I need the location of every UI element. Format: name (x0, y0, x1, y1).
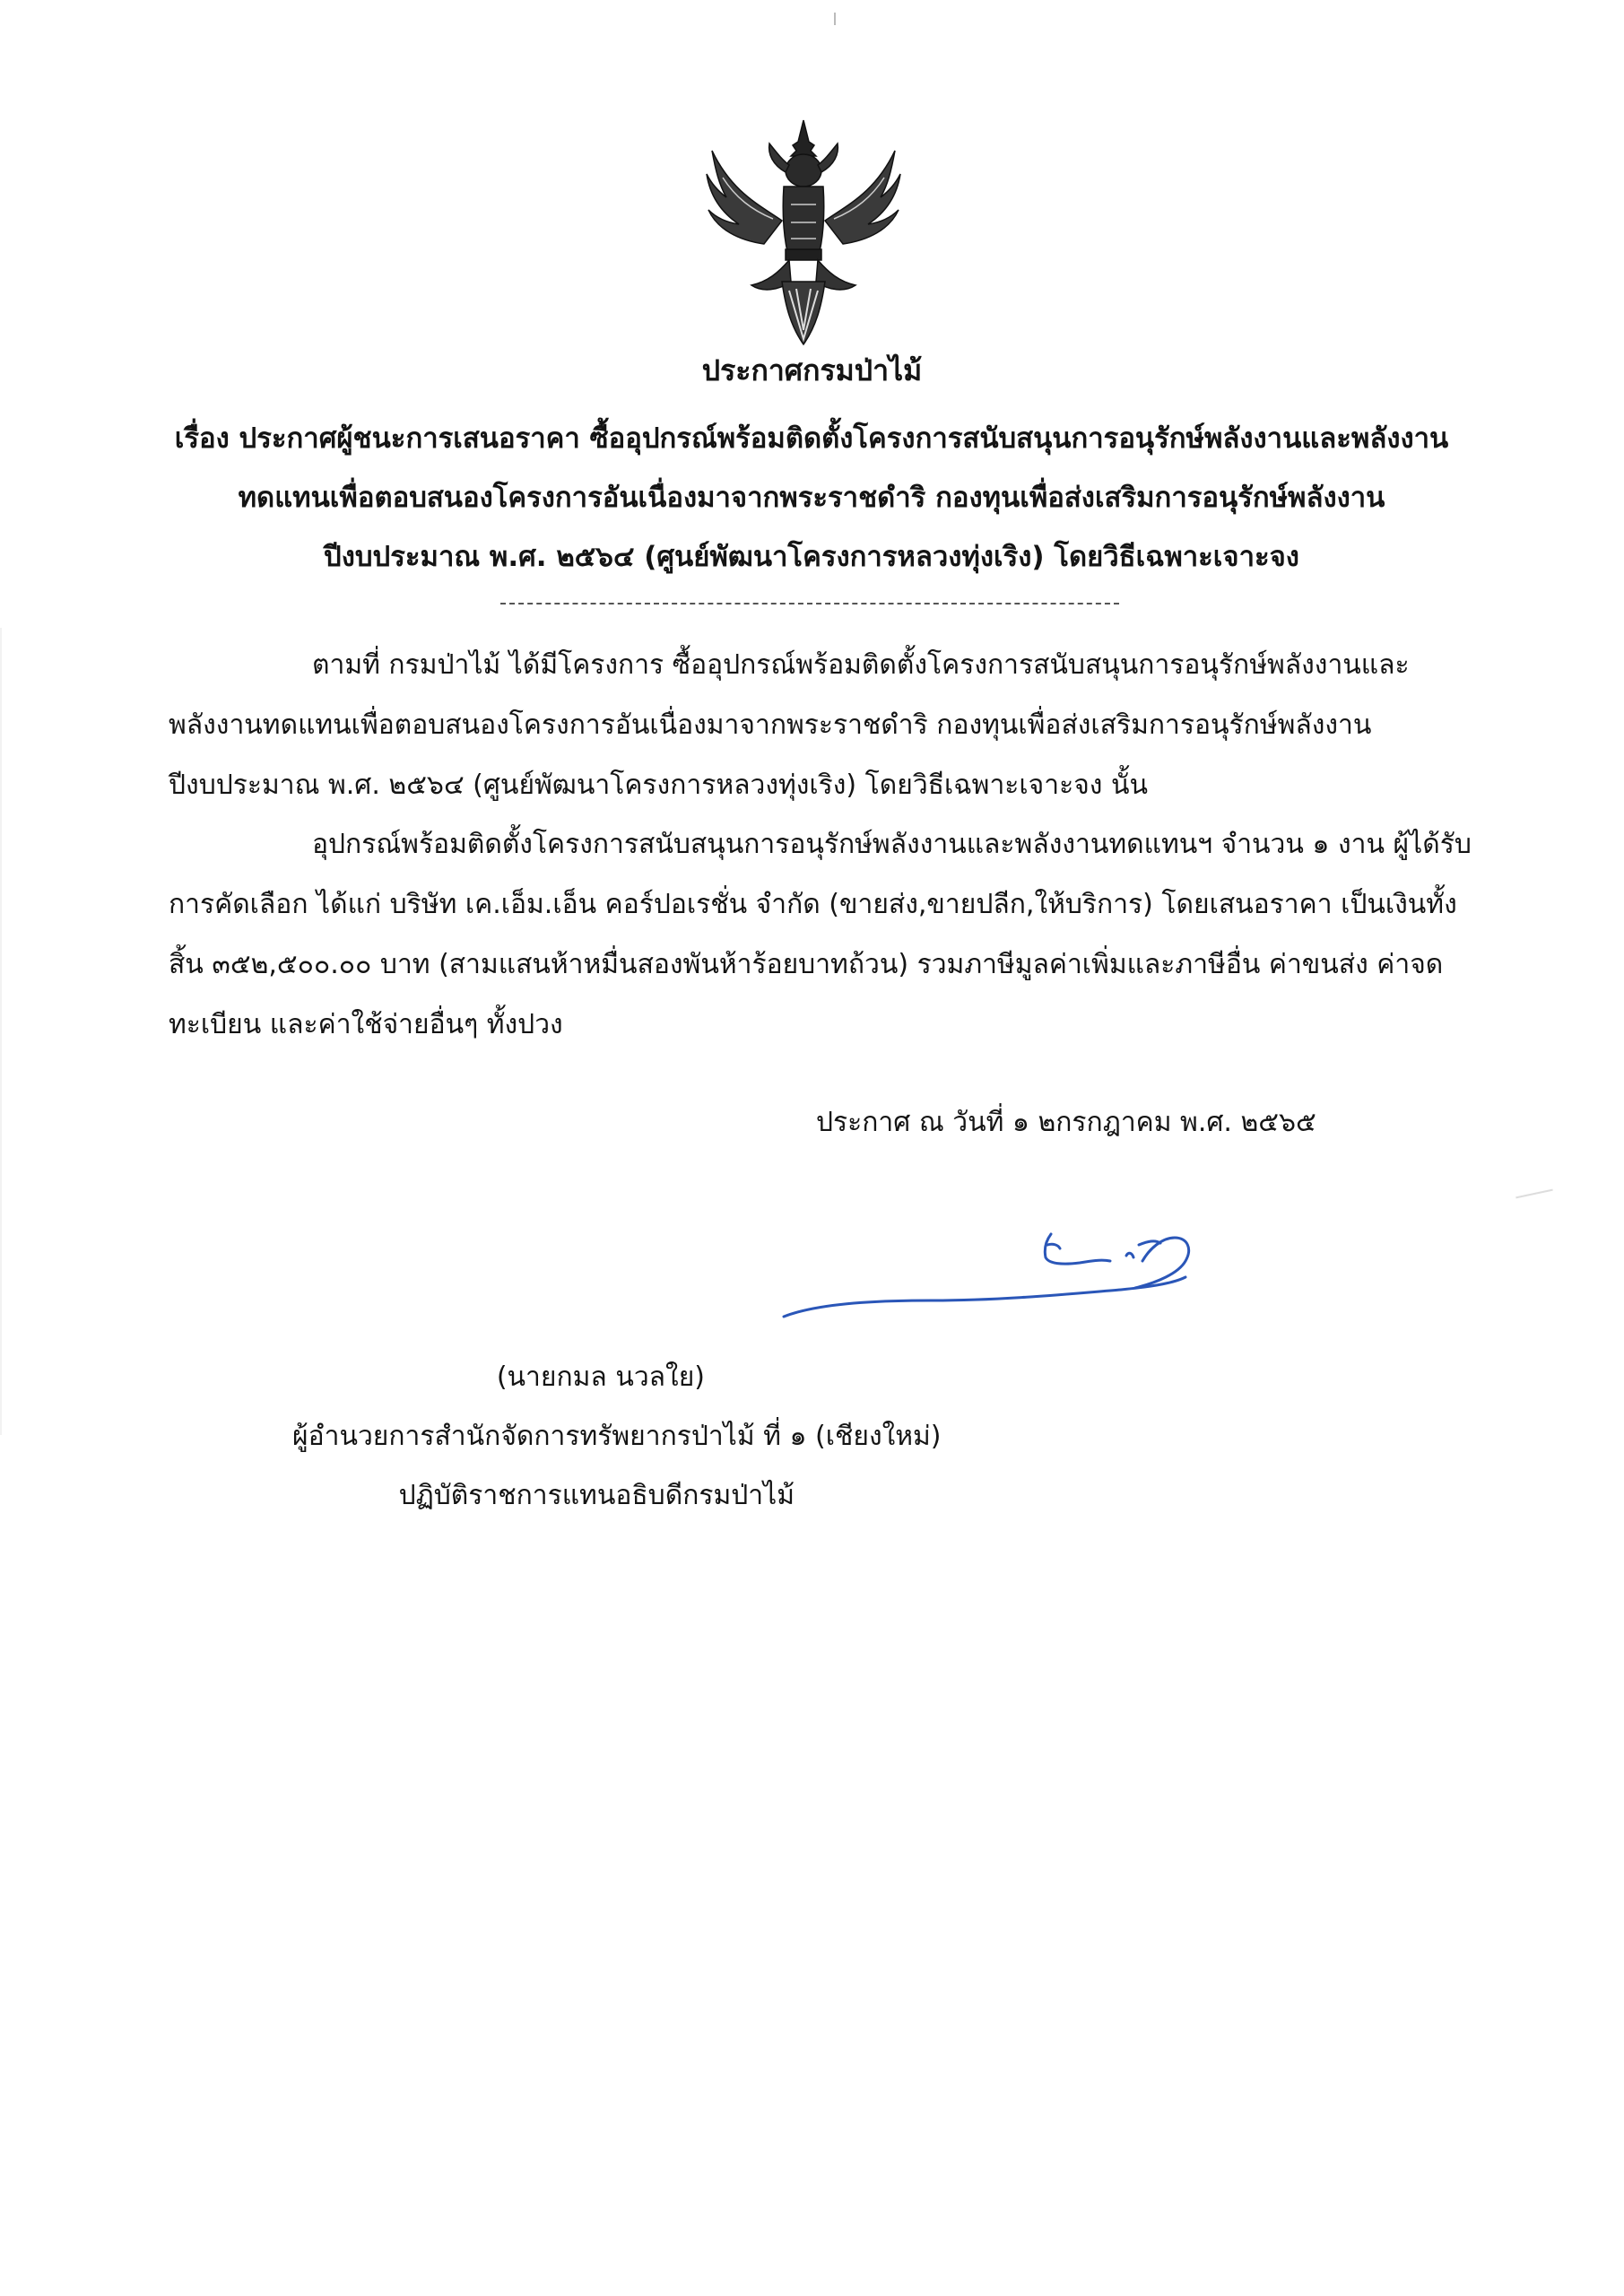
subject-block (161, 409, 1462, 587)
signatory-title-text: ผู้อำนวยการสำนักจัดการทรัพยากรป่าไม้ ที่ ๑ (เชียงใหม่) (292, 1421, 942, 1452)
garuda-emblem-icon (696, 115, 911, 350)
subject-line: ปีงบประมาณ พ.ศ. ๒๕๖๔ (ศูนย์พัฒนาโครงการหลวงทุ่งเริง) โดยวิธีเฉพาะเจาะจง (324, 541, 1299, 573)
divider (500, 603, 1119, 604)
subject-line: เรื่อง ประกาศผู้ชนะการเสนอราคา ซื้ออุปกรณ์พร้อมติดตั้งโครงการสนับสนุนการอนุรักษ์พลังงานและพลังงาน (174, 422, 1449, 455)
scan-shadow (0, 628, 2, 1435)
page-title: ประกาศกรมป่าไม้ (701, 353, 923, 387)
signatory-name-text: (นายกมล นวลใย) (496, 1361, 705, 1393)
paragraph-line: ปีงบประมาณ พ.ศ. ๒๕๖๔ (ศูนย์พัฒนาโครงการหลวงทุ่งเริง) โดยวิธีเฉพาะเจาะจง นั้น (169, 770, 1148, 801)
paragraph-line: สิ้น ๓๕๒,๕๐๐.๐๐ บาท (สามแสนห้าหมื่นสองพันห้าร้อยบาทถ้วน) รวมภาษีมูลค่าเพิ่มและภาษีอื่น ค่าขนส่ง ค่าจด (169, 949, 1444, 980)
paragraph-line: ทะเบียน และค่าใช้จ่ายอื่นๆ ทั้งปวง (169, 1009, 563, 1040)
scan-mark (834, 13, 836, 25)
paragraph-line: การคัดเลือก ได้แก่ บริษัท เค.เอ็ม.เอ็น คอร์ปอเรชั่น จำกัด (ขายส่ง,ขายปลีก,ให้บริการ) โดยเสนอราคา เป็นเงินทั้ง (169, 889, 1457, 920)
subject-line: ทดแทนเพื่อตอบสนองโครงการอันเนื่องมาจากพระราชดำริ กองทุนเพื่อส่งเสริมการอนุรักษ์พลังงาน (238, 482, 1385, 514)
paragraph-line: อุปกรณ์พร้อมติดตั้งโครงการสนับสนุนการอนุรักษ์พลังงานและพลังงานทดแทนฯ จำนวน ๑ งาน ผู้ได้รับ (312, 829, 1472, 860)
signatory-name (0, 1356, 1624, 1398)
scan-mark (1515, 1189, 1552, 1199)
signatory-title (0, 1415, 1624, 1457)
paragraph-1 (169, 635, 1460, 815)
paragraph-line: ตามที่ กรมป่าไม้ ได้มีโครงการ ซื้ออุปกรณ์พร้อมติดตั้งโครงการสนับสนุนการอนุรักษ์พลังงานและ (312, 649, 1410, 681)
signatory-role-text: ปฏิบัติราชการแทนอธิบดีกรมป่าไม้ (398, 1480, 795, 1511)
paragraph-2 (169, 814, 1472, 1055)
announcement-date: ประกาศ ณ วันที่ ๑ ๒กรกฎาคม พ.ศ. ๒๕๖๕ (816, 1107, 1316, 1138)
signatory-role (0, 1474, 1624, 1517)
signature (780, 1218, 1264, 1326)
paragraph-line: พลังงานทดแทนเพื่อตอบสนองโครงการอันเนื่องมาจากพระราชดำริ กองทุนเพื่อส่งเสริมการอนุรักษ์พลังงาน (169, 709, 1372, 741)
